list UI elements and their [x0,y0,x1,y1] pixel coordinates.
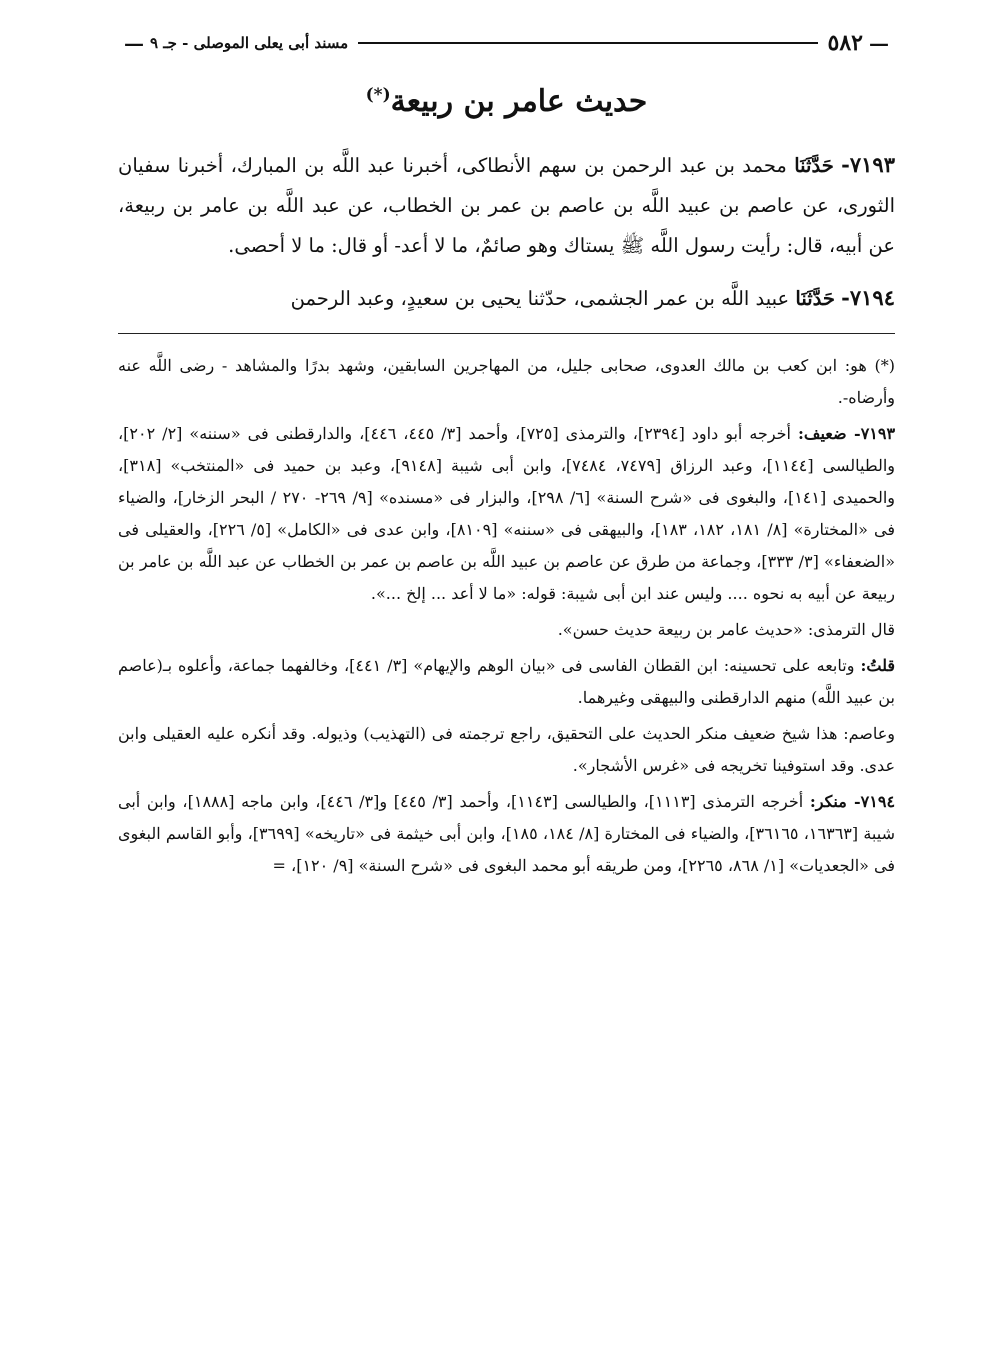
hadith-7194-head: حَدَّثَنَا [795,287,835,310]
footnote-tirmidhi: قال الترمذى: «حديث عامر بن ربيعة حديث حسن». [557,620,895,639]
footnote-star: (*) هو: ابن كعب بن مالك العدوى، صحابى جليل، من المهاجرين السابقين، وشهد بدرًا والمشاهد - رضى اللَّه عنه وأرضاه-. [118,356,895,407]
section-title-marker: (*) [365,85,391,105]
hadith-7194-text: عبيد اللَّه بن عمر الجشمى، حدّثنا يحيى بن سعيدٍ، وعبد الرحمن [290,287,790,310]
page-header [118,24,895,62]
header-dash-right: — [869,31,889,55]
footnote-divider [118,333,895,334]
footnote-7194-text: أخرجه الترمذى [١١١٣]، والطيالسى [١١٤٣]، وأحمد [٣/ ٤٤٥] و[٣/ ٤٤٦]، وابن ماجه [١٨٨٨]، وابن أبى شيبة [١٦٣٦٣، ٣٦١٦٥]، والضياء فى المختارة [٨/ ١٨٤، ١٨٥]، وابن أبى خيثمة فى «تاريخه» [٣٦٩٩]، وأبو القاسم البغوى فى «الجعديات» [١/ ٨٦٨، ٢٢٦٥]، ومن طريقه أبو محمد البغوى فى «شرح السنة» [٩/ ١٢٠]، = [118,792,895,875]
hadith-7193-number: ٧١٩٣- [841,152,895,177]
footnote-qult [118,650,895,714]
footnote-asim: وعاصم: هذا شيخ ضعيف منكر الحديث على التحقيق، راجع ترجمته فى (التهذيب) وذيوله. وقد أنكره عليه العقيلى وابن عدى. وقد استوفينا تخريجه فى «غرس الأشجار». [118,724,895,775]
section-title-text: حديث عامر بن ربيعة [390,84,648,119]
section-title [118,84,895,119]
hadith-7193-head: حَدَّثَنَا [794,154,834,177]
footnote-7193-text: أخرجه أبو داود [٢٣٩٤]، والترمذى [٧٢٥]، وأحمد [٣/ ٤٤٥، ٤٤٦]، والدارقطنى فى «سننه» [٢/ ٢٠٢]، والطيالسى [١١٤٤]، وعبد الرزاق [٧٤٧٩، ٧٤٨٤]، وابن أبى شيبة [٩١٤٨]، وعبد بن حميد فى «المنتخب» [٣١٨]، والحميدى [١٤١]، والبغوى فى «شرح السنة» [٦/ ٢٩٨]، والبزار فى «مسنده» [٩/ ٢٦٩- ٢٧٠ / البحر الزخار]، والضياء فى «المختارة» [٨/ ١٨١، ١٨٢، ١٨٣]، والبيهقى فى «سننه» [٨١٠٩]، وابن عدى فى «الكامل» [٥/ ٢٢٦]، والعقيلى فى «الضعفاء» [٣/ ٣٣٣]، وجماعة من طرق عن عاصم بن عبيد اللَّه بن عاصم بن عمر بن الخطاب عن عبد اللَّه بن عامر بن ربيعة عن أبيه به نحوه .... وليس عند ابن أبى شيبة: قوله: «ما لا أعد ... إلخ ...». [118,424,896,603]
footnote-7194 [118,786,895,882]
footnote-7193-label: ٧١٩٣- ضعيف: [797,424,896,443]
hadith-7194-number: ٧١٩٤- [841,285,895,310]
footnote-7193 [118,418,895,610]
footnotes [118,350,895,882]
main-text [118,145,895,319]
header-rule [358,42,817,44]
footnote-7194-label: ٧١٩٤- منكر: [809,792,896,811]
page-number: ٥٨٢ [827,30,863,56]
footnote-qult-label: قلتُ: [860,656,896,675]
hadith-7194 [118,278,895,319]
footnote-qult-text: وتابعه على تحسينه: ابن القطان الفاسى فى «بيان الوهم والإيهام» [٣/ ٤٤١]، وخالفهما جماعة، وأعلوه بـ(عاصم بن عبيد اللَّه) منهم الدارقطنى والبيهقى وغيرهما. [118,656,895,707]
header-dash-left: — [124,31,144,55]
hadith-7193 [118,145,895,266]
book-title: مسند أبى يعلى الموصلى - جـ ٩ [150,34,349,52]
hadith-7193-text: محمد بن عبد الرحمن بن سهم الأنطاكى، أخبرنا عبد اللَّه بن المبارك، أخبرنا سفيان الثورى، عن عاصم بن عبيد اللَّه بن عاصم بن عمر بن الخطاب، عن عبد اللَّه بن عامر بن ربيعة، عن أبيه، قال: رأيت رسول اللَّه ﷺ يستاك وهو صائمٌ، ما لا أعد- أو قال: ما لا أحصى. [118,154,895,257]
